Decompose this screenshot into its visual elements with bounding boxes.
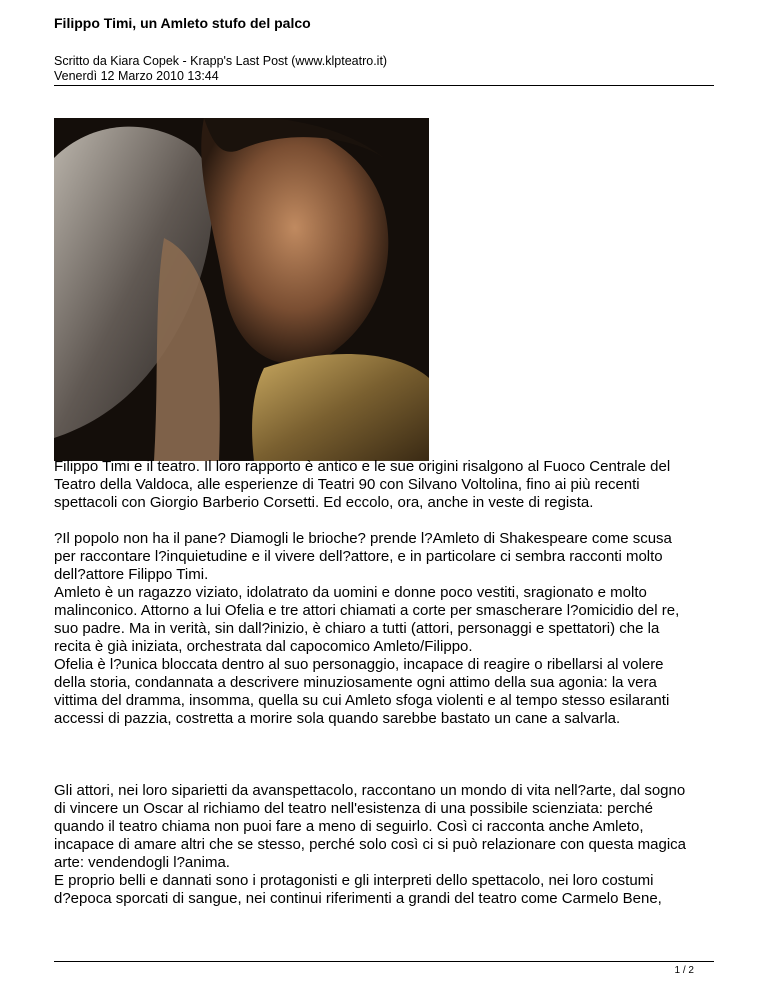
body-line: suo padre. Ma in verità, sin dall?inizio, è chiaro a tutti (attori, personaggi e spettatori) che la — [54, 620, 660, 637]
body-line: Filippo Timi e il teatro. Il loro rapporto è antico e le sue origini risalgono al Fuoco Centrale del — [54, 458, 671, 475]
body-line: incapace di amare altri che se stesso, perché solo così ci si può relazionare con questa magica — [54, 836, 686, 853]
body-line: d?epoca sporcati di sangue, nei continui riferimenti a grandi del teatro come Carmelo Bene, — [54, 890, 662, 907]
body-line: per raccontare l?inquietudine e il vivere dell?attore, e in particolare ci sembra racconti molto — [54, 548, 663, 565]
article-meta — [54, 54, 387, 84]
document-page — [54, 0, 714, 994]
body-line: della storia, condannata a descrivere minuziosamente ogni attimo della sua agonia: la vera — [54, 674, 657, 691]
footer-divider — [54, 961, 714, 962]
body-line: Amleto è un ragazzo viziato, idolatrato da uomini e donne poco vestiti, sragionato e molto — [54, 584, 647, 601]
body-line: spettacoli con Giorgio Barberio Corsetti. Ed eccolo, ora, anche in veste di regista. — [54, 494, 594, 511]
body-line: E proprio belli e dannati sono i protagonisti e gli interpreti dello spettacolo, nei loro costumi — [54, 872, 654, 889]
body-line: vittima del dramma, insomma, quella su cui Amleto sfoga violenti e al tempo stesso esilaranti — [54, 692, 670, 709]
body-line: di vincere un Oscar al richiamo del teatro nell'esistenza di una possibile scienziata: perché — [54, 800, 654, 817]
body-line: dell?attore Filippo Timi. — [54, 566, 209, 583]
header-divider — [54, 85, 714, 86]
article-title: Filippo Timi, un Amleto stufo del palco — [54, 15, 311, 31]
article-photo — [54, 118, 429, 461]
article-body — [54, 458, 714, 908]
body-line: Ofelia è l?unica bloccata dentro al suo personaggio, incapace di reagire o ribellarsi al volere — [54, 656, 664, 673]
page-number: 1 / 2 — [674, 965, 694, 976]
body-line: recita è già iniziata, orchestrata dal capocomico Amleto/Filippo. — [54, 638, 473, 655]
body-line: accessi di pazzia, costretta a morire sola quando sarebbe bastato un cane a salvarla. — [54, 710, 621, 727]
body-line: Teatro della Valdoca, alle esperienze di Teatri 90 con Silvano Voltolina, fino ai più recenti — [54, 476, 640, 493]
body-line: Gli attori, nei loro siparietti da avanspettacolo, raccontano un mondo di vita nell?arte, dal sogno — [54, 782, 686, 799]
body-line: arte: vendendogli l?anima. — [54, 854, 230, 871]
body-line: quando il teatro chiama non puoi fare a meno di seguirlo. Così ci racconta anche Amleto, — [54, 818, 644, 835]
body-line: malinconico. Attorno a lui Ofelia e tre attori chiamati a corte per smascherare l?omicidio del re, — [54, 602, 680, 619]
article-byline: Scritto da Kiara Copek - Krapp's Last Post (www.klpteatro.it) — [54, 54, 388, 68]
article-date: Venerdì 12 Marzo 2010 13:44 — [54, 69, 219, 83]
body-line: ?Il popolo non ha il pane? Diamogli le brioche? prende l?Amleto di Shakespeare come scusa — [54, 530, 672, 547]
